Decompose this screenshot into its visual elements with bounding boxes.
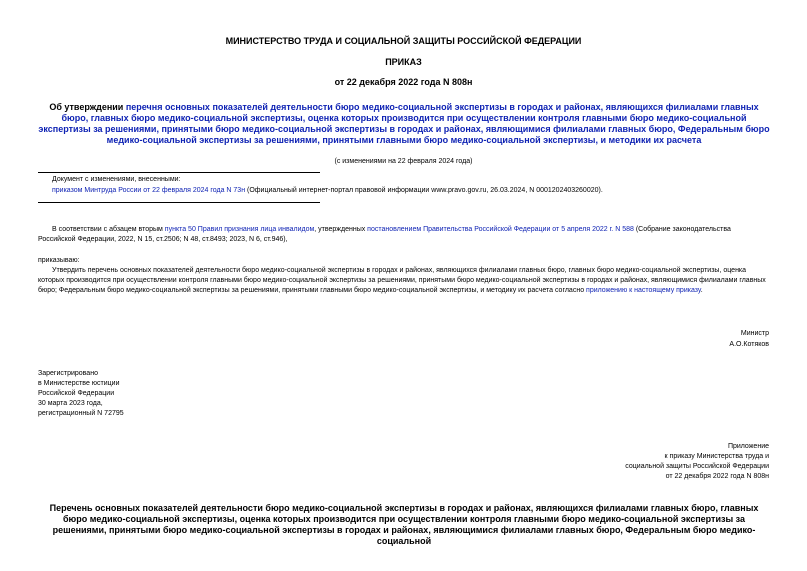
registration-block <box>38 369 124 419</box>
doc-type: ПРИКАЗ <box>385 57 422 67</box>
preamble-paragraph <box>38 225 770 245</box>
changes-bottom-divider <box>38 202 320 203</box>
registration-line: в Министерстве юстиции <box>38 380 120 387</box>
registration-line: регистрационный N 72795 <box>38 410 124 417</box>
appendix-note-line: от 22 декабря 2022 года N 808н <box>665 473 769 480</box>
decree-link[interactable]: постановлением Правительства Российской Федерации от 5 апреля 2022 г. N 588 <box>367 226 634 233</box>
appendix-title: Перечень основных показателей деятельности бюро медико-социальной экспертизы в городах и районах, являющихся филиалами главных бюро, главных бюро медико-социальной экспертизы, оценка которых производится при осуществлении контроля главными бюро медико-социальной экспертизы за решениями, принятыми бюро медико-социальной экспертизы в городах и районах, являющимися филиалами главных бюро, Федеральным бюро медико-социальной <box>49 503 759 546</box>
changes-intro: Документ с изменениями, внесенными: <box>52 176 181 183</box>
orders-word: приказываю: <box>38 257 80 264</box>
approve-paragraph <box>38 266 770 296</box>
title-link[interactable]: перечня основных показателей деятельности бюро медико-социальной экспертизы в городах и районах, являющихся филиалами главных бюро, главных бюро медико-социальной экспертизы, оценка которых производится при осуществлении контроля главными бюро медико-социальной экспертизы за решениями, принятыми бюро медико-социальной экспертизы в городах и районах, являющимися филиалами главных бюро, Федеральным бюро медико-социальной экспертизы за решениями, принятыми главными бюро медико-социальной экспертизы, и методики их расчета <box>38 102 770 145</box>
appendix-note-line: социальной защиты Российской Федерации <box>625 463 769 470</box>
approve-text-end: . <box>700 287 703 294</box>
changes-link[interactable]: приказом Минтруда России от 22 февраля 2024 года N 73н <box>52 187 246 194</box>
appendix-note-line: Приложение <box>727 443 769 450</box>
changes-entry <box>52 186 792 196</box>
appendix-note-line: к приказу Министерства труда и <box>664 453 769 460</box>
signature-name: А.О.Котяков <box>729 341 769 348</box>
appendix-link[interactable]: приложению к настоящему приказу <box>586 287 701 294</box>
doc-date: от 22 декабря 2022 года N 808н <box>334 77 473 87</box>
ministry-heading: МИНИСТЕРСТВО ТРУДА И СОЦИАЛЬНОЙ ЗАЩИТЫ РОССИЙСКОЙ ФЕДЕРАЦИИ <box>225 36 582 46</box>
registration-line: 30 марта 2023 года, <box>38 400 103 407</box>
registration-line: Зарегистрировано <box>38 370 98 377</box>
registration-line: Российской Федерации <box>38 390 115 397</box>
signature-position: Министр <box>740 330 769 337</box>
approve-text: Утвердить перечень основных показателей деятельности бюро медико-социальной экспертизы в городах и районах, являющихся филиалами главных бюро, главных бюро медико-социальной экспертизы, оценка которых производится при осуществлении контроля главными бюро медико-социальной экспертизы за решениями, принятыми бюро медико-социальной экспертизы в городах и районах, являющимися филиалами главных бюро; Федеральным бюро медико-социальной экспертизы за решениями, принятыми главными бюро медико-социальной экспертизы, и методику их расчета согласно <box>38 267 766 294</box>
changes-rest: (Официальный интернет-портал правовой информации www.pravo.gov.ru, 26.03.2024, N 0001202403260020). <box>245 187 603 194</box>
appendix-note <box>625 442 769 482</box>
title-prefix: Об утверждении <box>49 102 126 112</box>
document-title <box>38 102 770 146</box>
changes-top-divider <box>38 172 320 173</box>
preamble-text-c: (Собрание законодательства Российской Федерации, 2022, N 15, ст.2506; N 48, ст.8493; 2023, N 6, ст.946), <box>38 226 731 243</box>
preamble-text-a: В соответствии с абзацем вторым <box>52 226 165 233</box>
amended-note: (с изменениями на 22 февраля 2024 года) <box>334 158 473 165</box>
preamble-text-b: , утвержденных <box>314 226 368 233</box>
rules-link[interactable]: пункта 50 Правил признания лица инвалидом <box>164 226 315 233</box>
